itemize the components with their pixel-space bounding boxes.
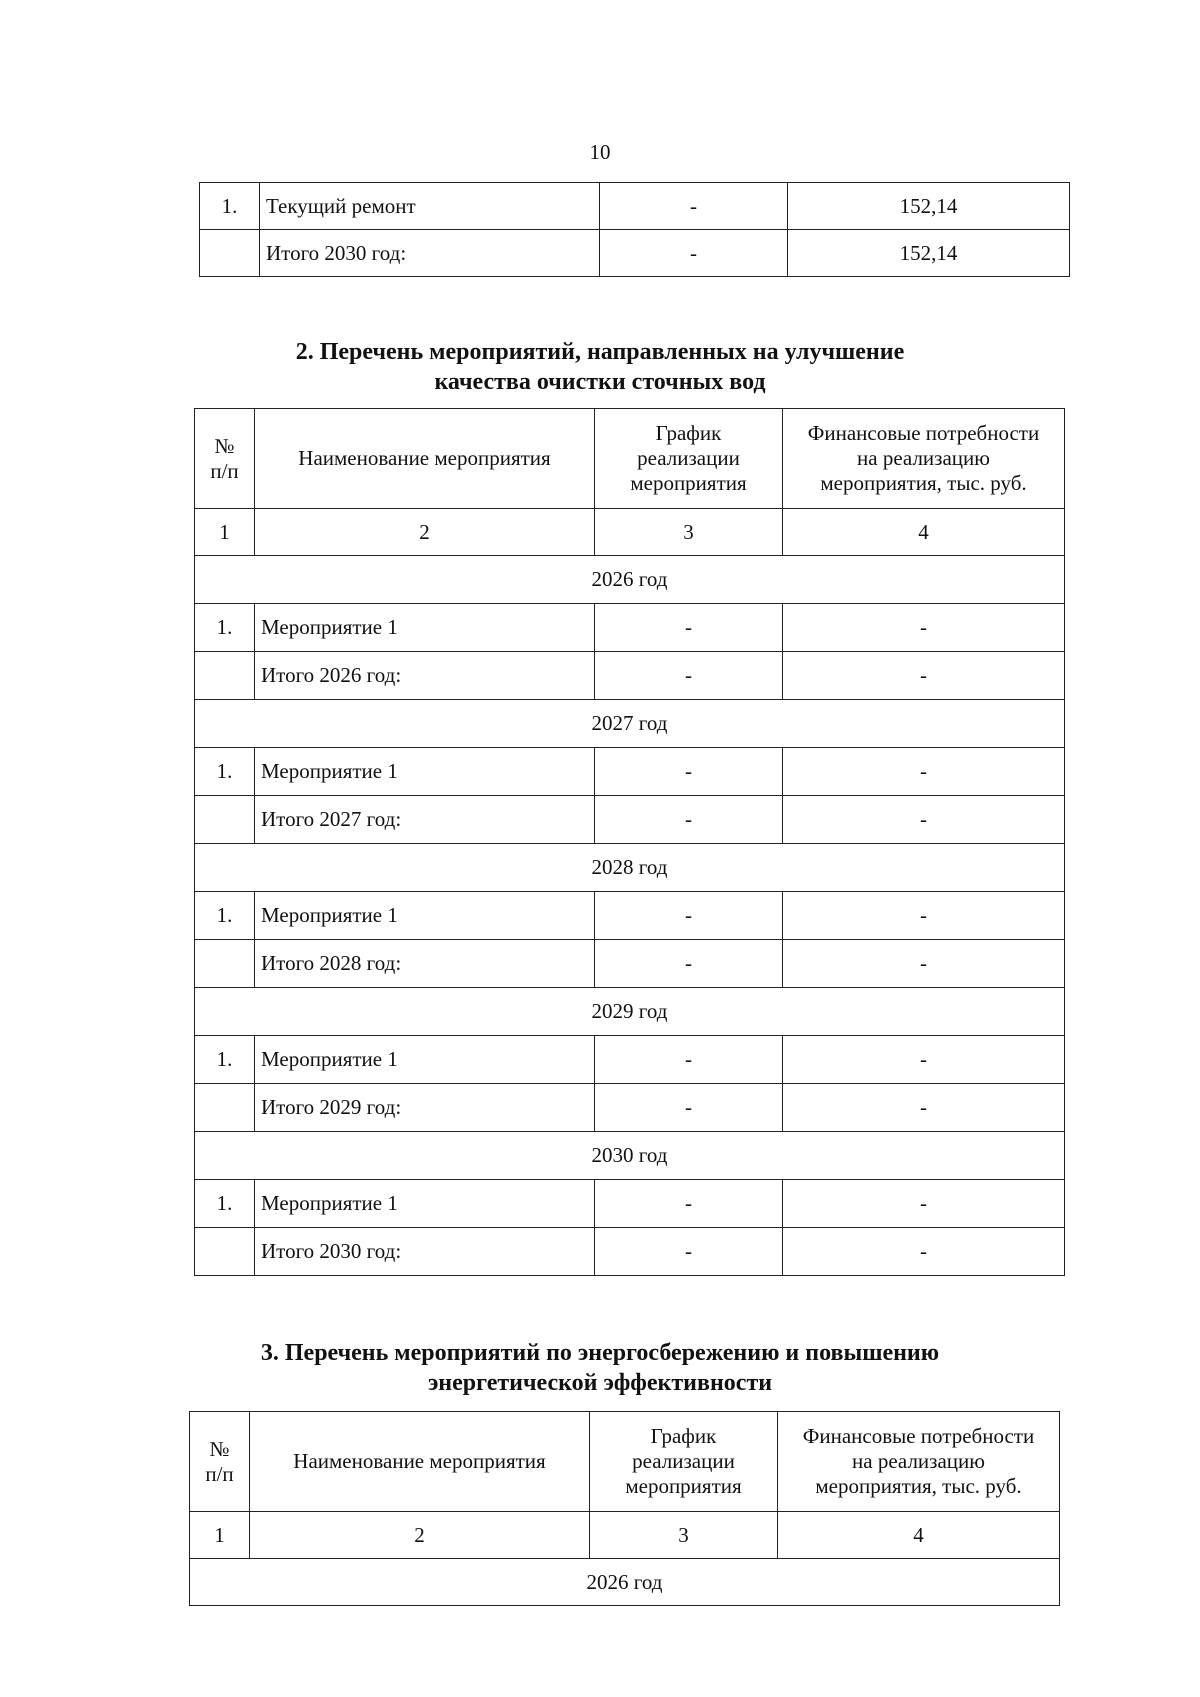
event-name: Текущий ремонт: [260, 183, 600, 230]
column-number-row: [195, 509, 1065, 556]
event-name: Мероприятие 1: [255, 1036, 595, 1084]
total-finance: -: [783, 1084, 1065, 1132]
year-row: [195, 700, 1065, 748]
section-3-title: [0, 1338, 1200, 1398]
event-schedule: -: [595, 892, 783, 940]
column-number: 3: [590, 1512, 778, 1559]
event-schedule: -: [600, 183, 788, 230]
section-3-title-line-2: энергетической эффективности: [427, 1370, 773, 1396]
event-finance: -: [783, 604, 1065, 652]
row-number: 1.: [200, 183, 260, 230]
header-num-line: п/п: [205, 1461, 234, 1486]
row-number: [200, 230, 260, 277]
column-number: 1: [190, 1512, 250, 1559]
header-row: [190, 1412, 1060, 1512]
total-name: Итого 2030 год:: [260, 230, 600, 277]
year-label: 2027 год: [195, 700, 1065, 748]
total-finance: 152,14: [788, 230, 1070, 277]
event-finance: -: [783, 1180, 1065, 1228]
header-schedule-line: мероприятия: [625, 1474, 742, 1498]
table-row: [195, 892, 1065, 940]
year-row: [195, 844, 1065, 892]
table-row: [195, 604, 1065, 652]
header-finance-line: Финансовые потребности: [807, 421, 1040, 445]
table-row: [200, 230, 1070, 277]
event-schedule: -: [595, 1036, 783, 1084]
event-finance: -: [783, 748, 1065, 796]
total-name: Итого 2030 год:: [255, 1228, 595, 1276]
total-finance: -: [783, 940, 1065, 988]
row-number: 1.: [195, 892, 255, 940]
header-schedule: [595, 409, 783, 509]
event-name: Мероприятие 1: [255, 1180, 595, 1228]
year-row: [195, 1132, 1065, 1180]
table-row: [195, 1180, 1065, 1228]
year-row: [195, 556, 1065, 604]
row-number: 1.: [195, 1036, 255, 1084]
total-finance: -: [783, 796, 1065, 844]
event-name: Мероприятие 1: [255, 892, 595, 940]
total-row: [195, 796, 1065, 844]
header-finance: [783, 409, 1065, 509]
header-finance-line: мероприятия, тыс. руб.: [815, 1474, 1022, 1498]
total-name: Итого 2026 год:: [255, 652, 595, 700]
row-number: 1.: [195, 1180, 255, 1228]
header-num: [195, 409, 255, 509]
header-row: [195, 409, 1065, 509]
header-num-line: №: [209, 1436, 230, 1461]
total-name: Итого 2028 год:: [255, 940, 595, 988]
header-finance-line: на реализацию: [857, 446, 990, 470]
column-number: 4: [778, 1512, 1060, 1559]
header-finance-line: Финансовые потребности: [802, 1424, 1035, 1448]
column-number: 2: [250, 1512, 590, 1559]
section-3-table: [189, 1411, 1060, 1606]
column-number: 2: [255, 509, 595, 556]
header-finance-line: на реализацию: [852, 1449, 985, 1473]
year-label: 2029 год: [195, 988, 1065, 1036]
header-name: Наименование мероприятия: [250, 1412, 590, 1512]
row-number: [195, 796, 255, 844]
header-finance-line: мероприятия, тыс. руб.: [820, 471, 1027, 495]
section-2-table: [194, 408, 1065, 1276]
table-row: [200, 183, 1070, 230]
row-number: [195, 652, 255, 700]
total-row: [195, 652, 1065, 700]
header-schedule-line: мероприятия: [630, 471, 747, 495]
header-num-line: №: [214, 433, 235, 458]
event-name: Мероприятие 1: [255, 604, 595, 652]
table-row: [195, 1036, 1065, 1084]
event-schedule: -: [595, 748, 783, 796]
header-num-line: п/п: [210, 458, 239, 483]
total-name: Итого 2029 год:: [255, 1084, 595, 1132]
header-name: Наименование мероприятия: [255, 409, 595, 509]
total-row: [195, 1228, 1065, 1276]
header-finance: [778, 1412, 1060, 1512]
total-row: [195, 940, 1065, 988]
year-row: [195, 988, 1065, 1036]
row-number: [195, 940, 255, 988]
top-table: [199, 182, 1070, 277]
event-schedule: -: [595, 604, 783, 652]
header-num: [190, 1412, 250, 1512]
total-name: Итого 2027 год:: [255, 796, 595, 844]
event-name: Мероприятие 1: [255, 748, 595, 796]
column-number: 3: [595, 509, 783, 556]
total-schedule: -: [595, 1228, 783, 1276]
total-schedule: -: [595, 796, 783, 844]
section-2-title: [0, 337, 1200, 397]
header-schedule-line: реализации: [632, 1449, 735, 1473]
event-schedule: -: [595, 1180, 783, 1228]
row-number: 1.: [195, 604, 255, 652]
total-finance: -: [783, 1228, 1065, 1276]
column-number: 4: [783, 509, 1065, 556]
row-number: [195, 1228, 255, 1276]
row-number: 1.: [195, 748, 255, 796]
section-2-title-line-2: качества очистки сточных вод: [434, 369, 766, 395]
total-schedule: -: [600, 230, 788, 277]
header-schedule: [590, 1412, 778, 1512]
header-schedule-line: График: [650, 1424, 717, 1448]
event-finance: 152,14: [788, 183, 1070, 230]
page-number: 10: [589, 140, 611, 164]
total-schedule: -: [595, 940, 783, 988]
year-label: 2030 год: [195, 1132, 1065, 1180]
year-label: 2026 год: [195, 556, 1065, 604]
table-row: [195, 748, 1065, 796]
column-number: 1: [195, 509, 255, 556]
header-schedule-line: График: [655, 421, 722, 445]
column-number-row: [190, 1512, 1060, 1559]
total-schedule: -: [595, 1084, 783, 1132]
event-finance: -: [783, 1036, 1065, 1084]
event-finance: -: [783, 892, 1065, 940]
year-label: 2028 год: [195, 844, 1065, 892]
header-schedule-line: реализации: [637, 446, 740, 470]
total-row: [195, 1084, 1065, 1132]
year-label: 2026 год: [190, 1559, 1060, 1606]
total-finance: -: [783, 652, 1065, 700]
section-3-title-line-1: 3. Перечень мероприятий по энергосбережению и повышению: [260, 1340, 940, 1366]
year-row: [190, 1559, 1060, 1606]
total-schedule: -: [595, 652, 783, 700]
row-number: [195, 1084, 255, 1132]
section-2-title-line-1: 2. Перечень мероприятий, направленных на улучшение: [295, 339, 905, 365]
